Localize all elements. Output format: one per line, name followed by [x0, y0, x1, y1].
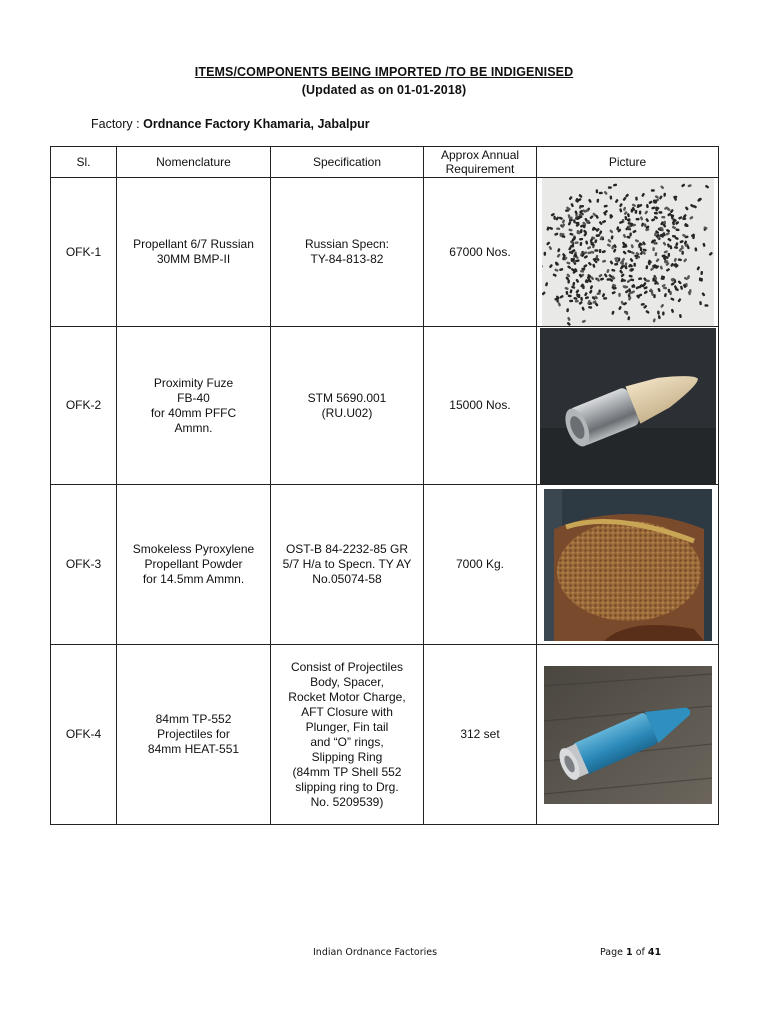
factory-name: Ordnance Factory Khamaria, Jabalpur [143, 117, 370, 131]
cell-nomenclature: Proximity Fuze FB-40 for 40mm PFFC Ammn. [117, 327, 271, 485]
document-subtitle: (Updated as on 01-01-2018) [301, 83, 467, 97]
cell-requirement: 312 set [424, 645, 537, 825]
blue-projectile-photo [544, 666, 712, 804]
cell-picture [537, 327, 719, 485]
cell-picture [537, 485, 719, 645]
black-propellant-grains-photo [542, 178, 714, 326]
cell-specification: STM 5690.001 (RU.U02) [271, 327, 424, 485]
propellant-powder-container-photo [544, 489, 712, 641]
page-number [600, 947, 661, 958]
page-total: 41 [647, 947, 662, 958]
table-row [51, 645, 719, 825]
header-specification: Specification [271, 147, 424, 178]
table-header-row [51, 147, 719, 178]
footer-organization: Indian Ordnance Factories [313, 947, 438, 958]
table-row [51, 485, 719, 645]
cell-nomenclature: Smokeless Pyroxylene Propellant Powder for 14.5mm Ammn. [117, 485, 271, 645]
table-row [51, 327, 719, 485]
proximity-fuze-photo [540, 328, 716, 484]
table-row [51, 178, 719, 327]
cell-sl: OFK-4 [51, 645, 117, 825]
cell-sl: OFK-2 [51, 327, 117, 485]
header-nomenclature: Nomenclature [117, 147, 271, 178]
page-current: 1 [626, 947, 633, 958]
document-title: ITEMS/COMPONENTS BEING IMPORTED /TO BE INDIGENISED [194, 65, 574, 79]
cell-sl: OFK-1 [51, 178, 117, 327]
cell-nomenclature: 84mm TP-552 Projectiles for 84mm HEAT-551 [117, 645, 271, 825]
factory-label: Factory : [91, 117, 140, 131]
cell-requirement: 67000 Nos. [424, 178, 537, 327]
page-of: of [635, 947, 645, 958]
header-sl: Sl. [51, 147, 117, 178]
cell-specification: OST-B 84-2232-85 GR 5/7 H/a to Specn. TY AY No.05074-58 [271, 485, 424, 645]
cell-requirement: 7000 Kg. [424, 485, 537, 645]
factory-line [91, 117, 370, 131]
cell-specification: Russian Specn: TY-84-813-82 [271, 178, 424, 327]
items-table [50, 146, 719, 825]
cell-requirement: 15000 Nos. [424, 327, 537, 485]
header-requirement: Approx Annual Requirement [424, 147, 537, 178]
cell-picture [537, 178, 719, 327]
cell-nomenclature: Propellant 6/7 Russian 30MM BMP-II [117, 178, 271, 327]
page-word: Page [600, 947, 623, 958]
cell-specification: Consist of Projectiles Body, Spacer, Rocket Motor Charge, AFT Closure with Plunger, Fin tail and “O” rings, Slipping Ring (84mm TP Shell 552 slipping ring to Drg. No. 5209539) [271, 645, 424, 825]
cell-sl: OFK-3 [51, 485, 117, 645]
cell-picture [537, 645, 719, 825]
header-picture: Picture [537, 147, 719, 178]
